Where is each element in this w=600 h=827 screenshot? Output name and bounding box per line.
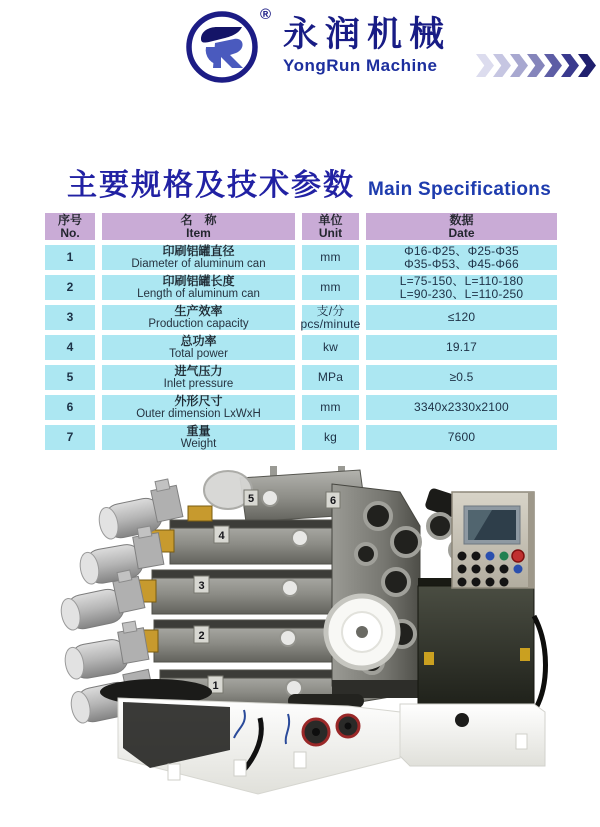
company-logo-icon <box>184 8 262 86</box>
station-number-label: 5 <box>247 493 255 505</box>
cell-item: 外形尺寸 Outer dimension LxWxH <box>102 395 295 420</box>
cell-unit: MPa <box>302 365 359 390</box>
chevron-icon <box>510 54 528 77</box>
cell-item: 印刷铝罐长度 Length of aluminum can <box>102 275 295 300</box>
chevron-icon <box>544 54 562 77</box>
chevron-icon <box>561 54 579 77</box>
cell-unit: 支/分 pcs/minute <box>300 304 361 331</box>
cell-unit: mm <box>302 395 359 420</box>
cell-data: 3340x2330x2100 <box>366 395 557 420</box>
cell-item: 生产效率 Production capacity <box>102 305 295 330</box>
machine-photo <box>48 466 552 810</box>
page-title-en: Main Specifications <box>368 179 552 200</box>
cell-data: ≤120 <box>366 305 557 330</box>
station-number-label: 2 <box>198 630 205 642</box>
cell-no: 6 <box>45 395 95 420</box>
column-header-date: 数据 Date <box>366 213 557 240</box>
chevron-icon <box>476 54 494 77</box>
cell-no: 2 <box>45 275 95 300</box>
cell-data: L=75-150、L=110-180 L=90-230、L=110-250 <box>366 275 557 300</box>
chevron-icon <box>578 54 596 77</box>
cell-unit: kw <box>302 335 359 360</box>
electrical-cabinet <box>418 578 546 708</box>
column-header-no: 序号 No. <box>45 213 95 240</box>
brand-name-en: YongRun Machine <box>283 56 438 75</box>
cell-no: 1 <box>45 245 95 270</box>
cell-unit: mm <box>302 275 359 300</box>
cell-item: 印刷铝罐直径 Diameter of aluminum can <box>102 245 295 270</box>
column-header-item: 名 称 Item <box>102 213 295 240</box>
page-title <box>67 160 551 204</box>
chevron-row <box>477 54 596 77</box>
column-header-unit: 单位 Unit <box>302 213 359 240</box>
station-number-label: 3 <box>198 580 205 592</box>
cell-data: 7600 <box>366 425 557 450</box>
cell-no: 5 <box>45 365 95 390</box>
cell-item: 进气压力 Inlet pressure <box>102 365 295 390</box>
station-number-label: 6 <box>329 495 337 507</box>
cell-item: 总功率 Total power <box>102 335 295 360</box>
cell-no: 3 <box>45 305 95 330</box>
brand-block <box>283 16 451 76</box>
cell-data: Φ16-Φ25、Φ25-Φ35 Φ35-Φ53、Φ45-Φ66 <box>366 245 557 270</box>
control-panel <box>452 492 534 588</box>
cell-no: 7 <box>45 425 95 450</box>
spec-table <box>45 213 558 450</box>
station-number-label: 1 <box>212 680 219 692</box>
cell-no: 4 <box>45 335 95 360</box>
cell-data: ≥0.5 <box>366 365 557 390</box>
cell-item: 重量 Weight <box>102 425 295 450</box>
chevron-icon <box>527 54 545 77</box>
registered-mark: ® <box>260 6 272 23</box>
cell-unit: mm <box>302 245 359 270</box>
cell-unit: kg <box>302 425 359 450</box>
brand-name-cn: 永润机械 <box>283 15 452 54</box>
page-title-cn: 主要规格及技术参数 <box>67 169 355 202</box>
station-number-label: 4 <box>218 530 225 542</box>
drum-wheel <box>326 596 398 668</box>
chevron-icon <box>493 54 511 77</box>
cell-data: 19.17 <box>366 335 557 360</box>
